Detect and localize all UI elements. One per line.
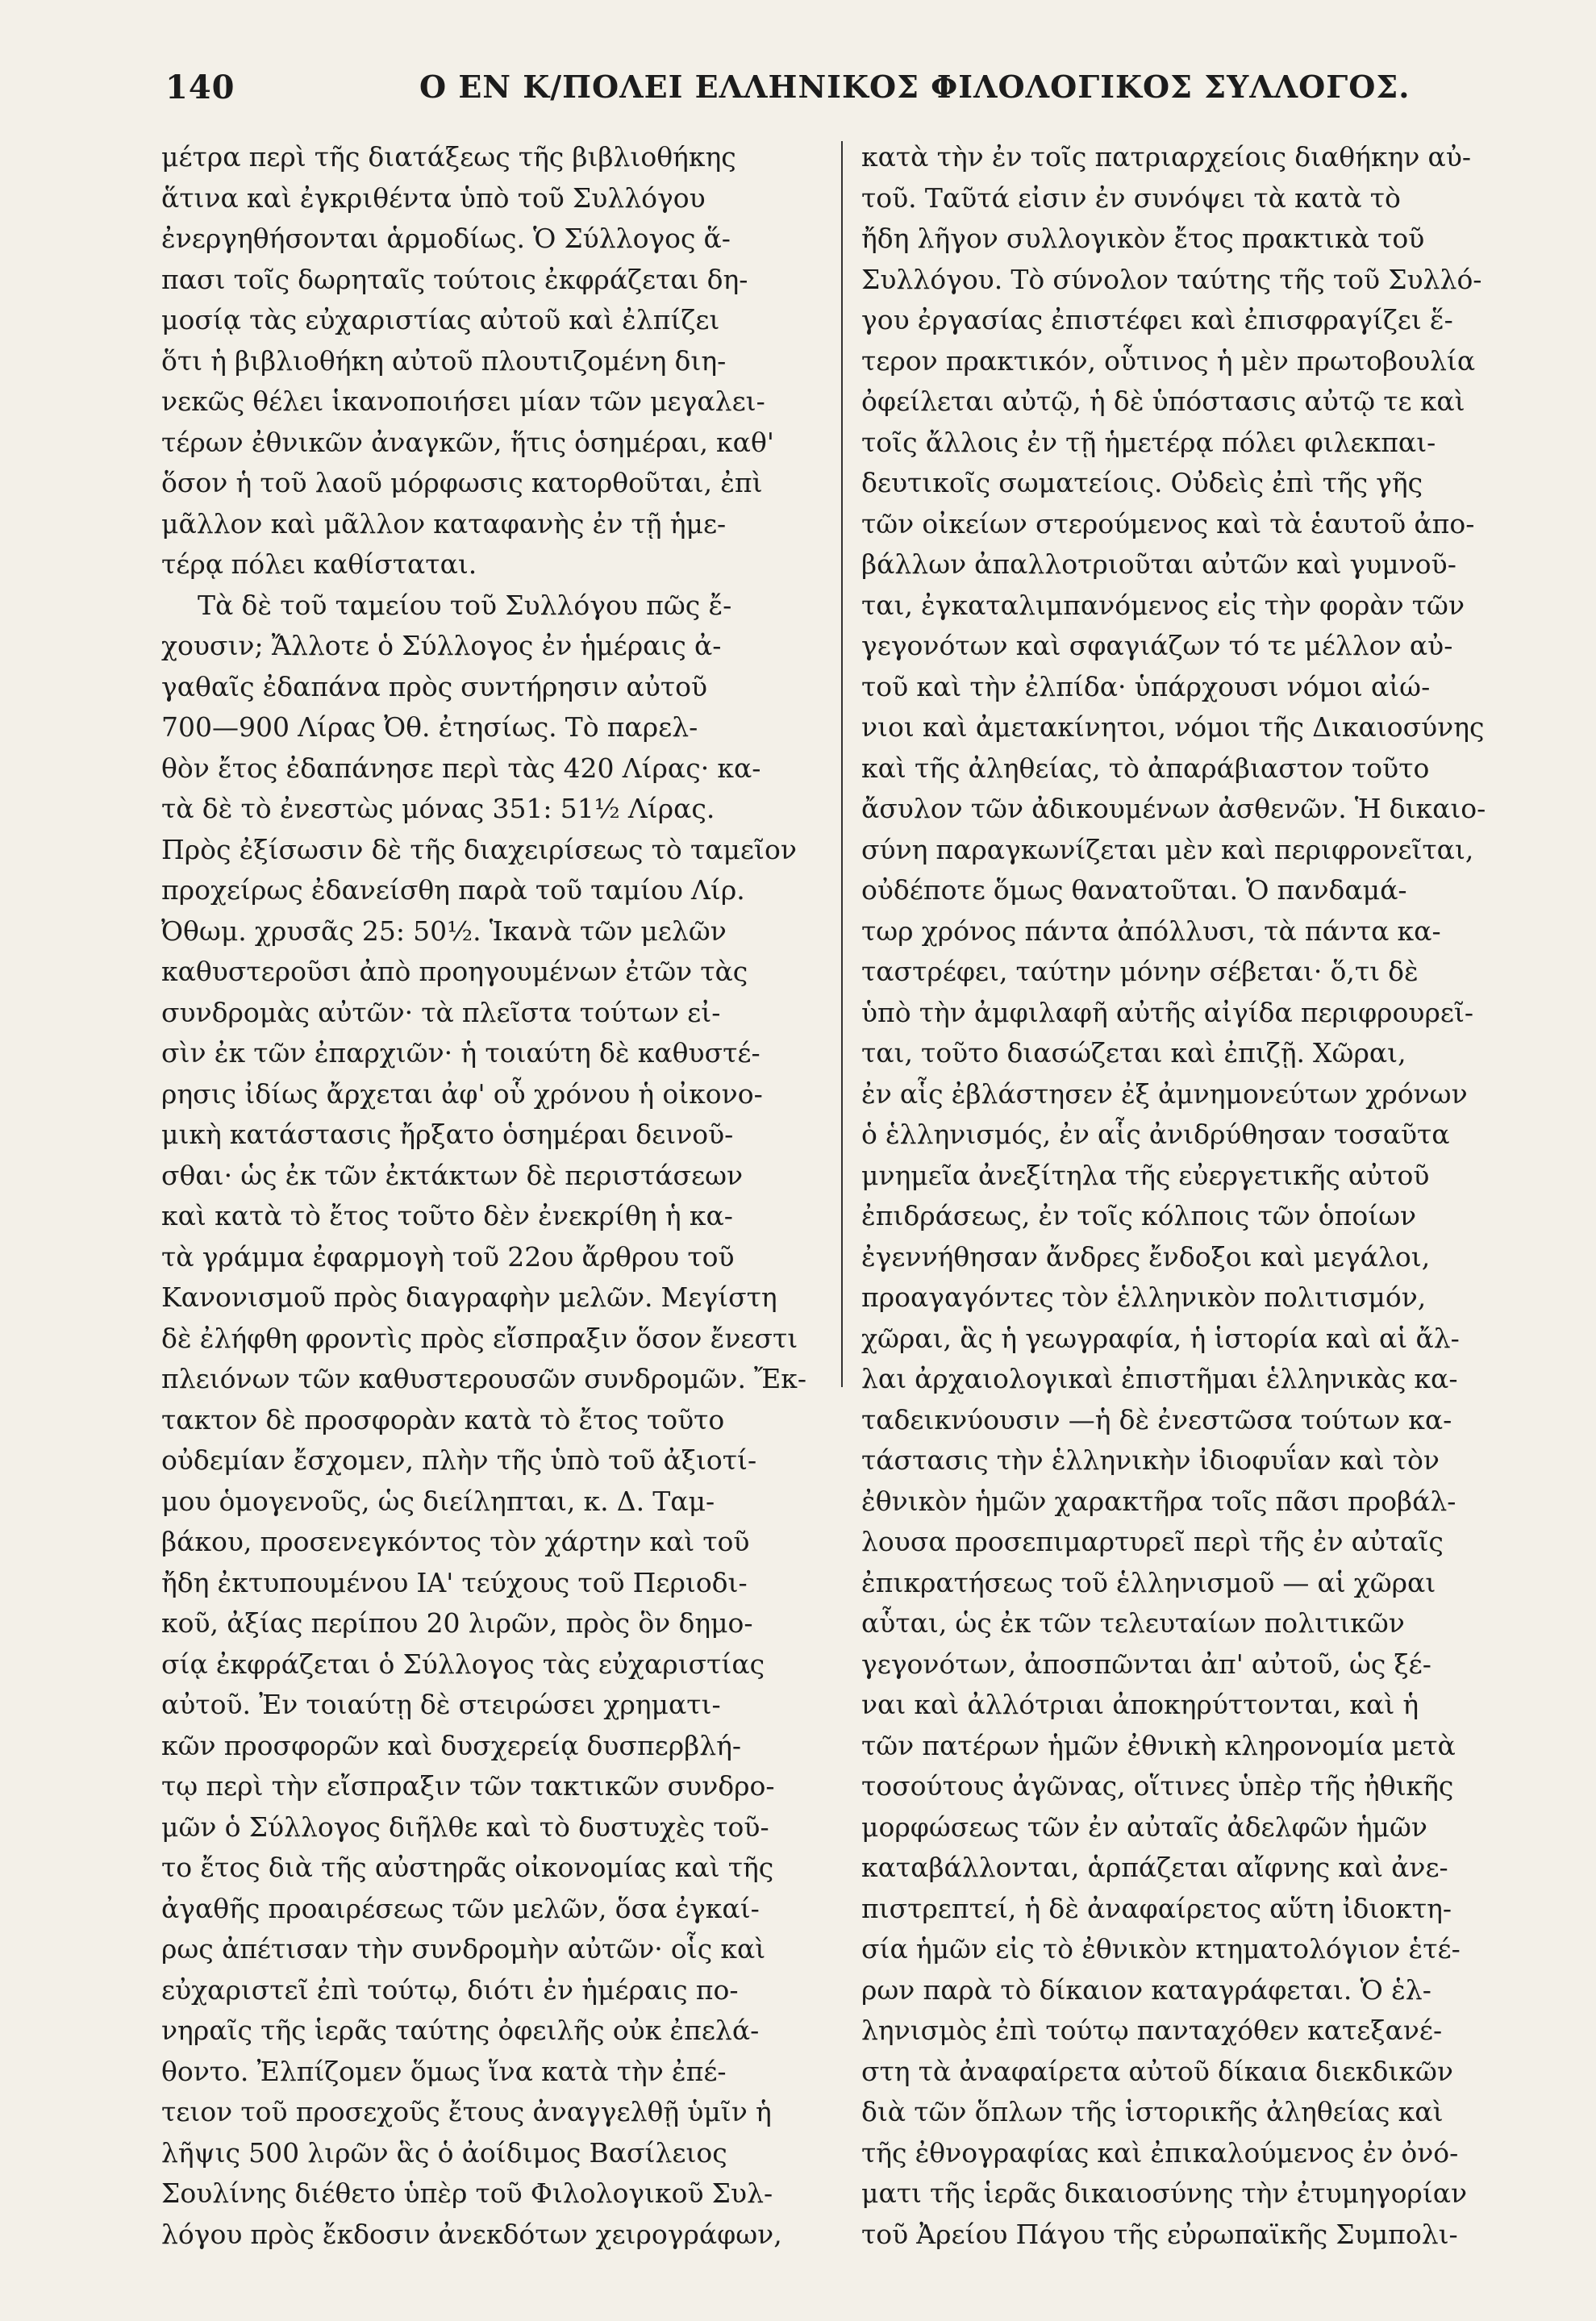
text-line: Πρὸς ἐξίσωσιν δὲ τῆς διαχειρίσεως τὸ ταμεῖον [161, 833, 797, 865]
text-line: τῶν οἰκείων στερούμενος καὶ τὰ ἑαυτοῦ ἀπο- [861, 507, 1475, 540]
text-line: λόγου πρὸς ἔκδοσιν ἀνεκδότων χειρογράφων, [161, 2218, 782, 2250]
text-line: βάλλων ἀπαλλοτριοῦται αὐτῶν καὶ γυμνοῦ- [861, 548, 1456, 580]
text-line: τερον πρακτικόν, οὗτινος ἡ μὲν πρωτοβουλία [861, 344, 1476, 377]
text-line: χῶραι, ἃς ἡ γεωγραφία, ἡ ἱστορία καὶ αἱ ἄλ- [861, 1322, 1460, 1354]
text-line: ρησις ἰδίως ἄρχεται ἀφ' οὗ χρόνου ἡ οἰκονο- [161, 1077, 763, 1110]
text-line: τῶν πατέρων ἡμῶν ἐθνικὴ κληρονομία μετὰ [861, 1729, 1456, 1761]
text-line: ἐθνικὸν ἡμῶν χαρακτῆρα τοῖς πᾶσι προβάλ- [861, 1485, 1456, 1517]
text-line: ται, τοῦτο διασώζεται καὶ ἐπιζῇ. Χῶραι, [861, 1037, 1406, 1069]
text-line: δευτικοῖς σωματείοις. Οὐδεὶς ἐπὶ τῆς γῆς [861, 467, 1423, 498]
text-line: χουσιν; Ἄλλοτε ὁ Σύλλογος ἐν ἡμέραις ἀ- [161, 630, 722, 661]
text-line: γαθαῖς ἐδαπάνα πρὸς συντήρησιν αὐτοῦ [161, 670, 708, 702]
text-line: ὅσον ἡ τοῦ λαοῦ μόρφωσις κατορθοῦται, ἐπὶ [161, 467, 763, 498]
text-line: αὗται, ὡς ἐκ τῶν τελευταίων πολιτικῶν [861, 1607, 1405, 1639]
text-line: νεκῶς θέλει ἱκανοποιήσει μίαν τῶν μεγαλει- [161, 385, 765, 417]
text-line: ρων παρὰ τὸ δίκαιον καταγράφεται. Ὁ ἑλ- [861, 1973, 1431, 2006]
text-line: μῶν ὁ Σύλλογος διῆλθε καὶ τὸ δυστυχὲς τοῦ- [161, 1811, 769, 1843]
text-line: εὐχαριστεῖ ἐπὶ τούτῳ, διότι ἐν ἡμέραις πο- [161, 1973, 739, 2006]
text-line: πασι τοῖς δωρηταῖς τούτοις ἐκφράζεται δη- [161, 263, 748, 295]
text-line: θὸν ἔτος ἐδαπάνησε περὶ τὰς 420 Λίρας· κα- [161, 752, 761, 784]
text-line: μᾶλλον καὶ μᾶλλον καταφανὴς ἐν τῇ ἡμε- [161, 507, 727, 540]
text-line: ρως ἀπέτισαν τὴν συνδρομὴν αὐτῶν· οἷς καὶ [161, 1933, 766, 1965]
text-line: ὑπὸ τὴν ἀμφιλαφῆ αὐτῆς αἰγίδα περιφρουρεῖ- [861, 996, 1474, 1028]
text-line: 700—900 Λίρας Ὀθ. ἐτησίως. Τὸ παρελ- [161, 711, 698, 743]
text-line: αὐτοῦ. Ἐν τοιαύτῃ δὲ στειρώσει χρηματι- [161, 1689, 721, 1720]
text-line: ἤδη λῆγον συλλογικὸν ἔτος πρακτικὰ τοῦ [861, 223, 1425, 254]
text-line: Σουλίνης διέθετο ὑπὲρ τοῦ Φιλολογικοῦ Συλ- [161, 2177, 773, 2209]
text-line: μέτρα περὶ τῆς διατάξεως τῆς βιβλιοθήκης [161, 141, 736, 173]
text-line: καταβάλλονται, ἁρπάζεται αἴφνης καὶ ἀνε- [861, 1852, 1448, 1883]
text-line: ναι καὶ ἀλλότριαι ἀποκηρύττονται, καὶ ἡ [861, 1689, 1419, 1720]
running-title: Ο ΕΝ Κ/ΠΟΛΕΙ ΕΛΛΗΝΙΚΟΣ ΦΙΛΟΛΟΓΙΚΟΣ ΣΥΛΛΟΓΟΣ. [419, 69, 1411, 105]
text-line: σίᾳ ἐκφράζεται ὁ Σύλλογος τὰς εὐχαριστίας [161, 1648, 765, 1680]
text-line: λουσα προσεπιμαρτυρεῖ περὶ τῆς ἐν αὐταῖς [861, 1526, 1444, 1557]
text-line: μνημεῖα ἀνεξίτηλα τῆς εὐεργετικῆς αὐτοῦ [861, 1159, 1430, 1191]
text-line: σὶν ἐκ τῶν ἐπαρχιῶν· ἡ τοιαύτη δὲ καθυστέ- [161, 1037, 760, 1069]
text-line: τέρᾳ πόλει καθίσταται. [161, 548, 477, 580]
text-line: τειον τοῦ προσεχοῦς ἔτους ἀναγγελθῇ ὑμῖν ἡ [161, 2096, 772, 2127]
text-line: σία ἡμῶν εἰς τὸ ἐθνικὸν κτηματολόγιον ἑτέ- [861, 1933, 1461, 1965]
text-line: ἐγεννήθησαν ἄνδρες ἔνδοξοι καὶ μεγάλοι, [861, 1240, 1431, 1273]
left-text-column [161, 137, 823, 2258]
text-line: ἀγαθῆς προαιρέσεως τῶν μελῶν, ὅσα ἐγκαί- [161, 1892, 760, 1924]
text-line: καθυστεροῦσι ἀπὸ προηγουμένων ἐτῶν τὰς [161, 956, 748, 987]
text-line: τοῦ. Ταῦτά εἰσιν ἐν συνόψει τὰ κατὰ τὸ [861, 181, 1401, 214]
text-line: οὐδέποτε ὅμως θανατοῦται. Ὁ πανδαμά- [861, 874, 1407, 906]
text-line: μου ὁμογενοῦς, ὡς διείληπται, κ. Δ. Ταμ- [161, 1485, 715, 1517]
text-line: τοσούτους ἀγῶνας, οἵτινες ὑπὲρ τῆς ἠθικῆς [861, 1770, 1454, 1802]
text-line: ἐπικρατήσεως τοῦ ἑλληνισμοῦ — αἱ χῶραι [861, 1566, 1436, 1598]
text-line: γεγονότων καὶ σφαγιάζων τό τε μέλλον αὐ- [861, 630, 1453, 661]
page-number: 140 [165, 69, 235, 106]
text-line: κῶν προσφορῶν καὶ δυσχερείᾳ δυσπερβλή- [161, 1729, 742, 1761]
text-line: τὰ δὲ τὸ ἐνεστὼς μόνας 351: 51½ Λίρας. [161, 793, 715, 824]
text-line: καὶ κατὰ τὸ ἔτος τοῦτο δὲν ἐνεκρίθη ἡ κα- [161, 1200, 733, 1231]
text-line: συνδρομὰς αὐτῶν· τὰ πλεῖστα τούτων εἰ- [161, 996, 721, 1028]
text-line: κατὰ τὴν ἐν τοῖς πατριαρχείοις διαθήκην αὐ- [861, 141, 1472, 173]
text-line: κοῦ, ἀξίας περίπου 20 λιρῶν, πρὸς ὃν δημο- [161, 1607, 753, 1639]
text-line: ἐν αἷς ἐβλάστησεν ἐξ ἀμνημονεύτων χρόνων [861, 1077, 1468, 1110]
text-line: προχείρως ἐδανείσθη παρὰ τοῦ ταμίου Λίρ. [161, 874, 745, 906]
text-line: στη τὰ ἀναφαίρετα αὐτοῦ δίκαια διεκδικῶν [861, 2055, 1453, 2087]
text-line: τοῦ Ἀρείου Πάγου τῆς εὐρωπαϊκῆς Συμπολι- [861, 2218, 1458, 2250]
text-line: τωρ χρόνος πάντα ἀπόλλυσι, τὰ πάντα κα- [861, 915, 1441, 947]
text-line: νιοι καὶ ἀμετακίνητοι, νόμοι τῆς Δικαιοσύνης [861, 711, 1485, 743]
text-line: τοῦ καὶ τὴν ἐλπίδα· ὑπάρχουσι νόμοι αἰώ- [861, 670, 1431, 702]
text-line: βάκου, προσενεγκόντος τὸν χάρτην καὶ τοῦ [161, 1526, 750, 1557]
text-line: προαγαγόντες τὸν ἑλληνικὸν πολιτισμόν, [861, 1281, 1427, 1313]
text-line: ματι τῆς ἱερᾶς δικαιοσύνης τὴν ἐτυμηγορίαν [861, 2177, 1468, 2209]
text-line: μορφώσεως τῶν ἐν αὐταῖς ἀδελφῶν ἡμῶν [861, 1811, 1427, 1843]
text-line: λῆψις 500 λιρῶν ἃς ὁ ἀοίδιμος Βασίλειος [161, 2136, 727, 2169]
text-line: τακτον δὲ προσφορὰν κατὰ τὸ ἔτος τοῦτο [161, 1403, 725, 1436]
text-line: ἐπιδράσεως, ἐν τοῖς κόλποις τῶν ὁποίων [861, 1200, 1417, 1231]
text-line: ται, ἐγκαταλιμπανόμενος εἰς τὴν φορὰν τῶν [861, 589, 1465, 621]
text-line: διὰ τῶν ὅπλων τῆς ἱστορικῆς ἀληθείας καὶ [861, 2096, 1444, 2127]
text-line: Κανονισμοῦ πρὸς διαγραφὴν μελῶν. Μεγίστη [161, 1281, 777, 1313]
text-line: τοῖς ἄλλοις ἐν τῇ ἡμετέρᾳ πόλει φιλεκπαι- [861, 426, 1436, 458]
text-line: ἄσυλον τῶν ἀδικουμένων ἀσθενῶν. Ἡ δικαιο- [861, 793, 1486, 824]
text-line: λαι ἀρχαιολογικαὶ ἐπιστῆμαι ἑλληνικὰς κα- [861, 1363, 1458, 1394]
text-line: ὅτι ἡ βιβλιοθήκη αὐτοῦ πλουτιζομένη διη- [161, 344, 727, 377]
text-line: Συλλόγου. Τὸ σύνολον ταύτης τῆς τοῦ Συλλό- [861, 263, 1482, 295]
text-line: ἤδη ἐκτυπουμένου ΙΑ' τεύχους τοῦ Περιοδι- [161, 1566, 748, 1598]
text-line: οὐδεμίαν ἔσχομεν, πλὴν τῆς ὑπὸ τοῦ ἀξιοτί- [161, 1444, 757, 1476]
text-line: Ὀθωμ. χρυσᾶς 25: 50½. Ἱκανὰ τῶν μελῶν [161, 915, 727, 947]
text-line: μοσίᾳ τὰς εὐχαριστίας αὐτοῦ καὶ ἐλπίζει [161, 304, 720, 335]
text-line: Τὰ δὲ τοῦ ταμείου τοῦ Συλλόγου πῶς ἔ- [198, 589, 732, 621]
text-line: ταστρέφει, ταύτην μόνην σέβεται· ὅ,τι δὲ [861, 956, 1419, 987]
text-line: τέρων ἐθνικῶν ἀναγκῶν, ἥτις ὁσημέραι, καθ' [161, 426, 774, 458]
text-line: μικὴ κατάστασις ἤρξατο ὁσημέραι δεινοῦ- [161, 1119, 734, 1150]
text-line: ταδεικνύουσιν —ἡ δὲ ἐνεστῶσα τούτων κα- [861, 1403, 1452, 1436]
text-line: πλειόνων τῶν καθυστερουσῶν συνδρομῶν. Ἔκ- [161, 1363, 807, 1394]
text-line: τάστασις τὴν ἑλληνικὴν ἰδιοφυΐαν καὶ τὸν [861, 1444, 1440, 1476]
text-line: σύνη παραγκωνίζεται μὲν καὶ περιφρονεῖται, [861, 833, 1474, 865]
text-line: καὶ τῆς ἀληθείας, τὸ ἀπαράβιαστον τοῦτο [861, 752, 1430, 784]
text-line: ἅτινα καὶ ἐγκριθέντα ὑπὸ τοῦ Συλλόγου [161, 181, 706, 214]
text-line: θοντο. Ἐλπίζομεν ὅμως ἵνα κατὰ τὴν ἐπέ- [161, 2055, 727, 2087]
text-line: ἐνεργηθήσονται ἁρμοδίως. Ὁ Σύλλογος ἅ- [161, 223, 731, 254]
text-line: τῆς ἐθνογραφίας καὶ ἐπικαλούμενος ἐν ὀνό- [861, 2136, 1459, 2169]
text-line: ὀφείλεται αὐτῷ, ἡ δὲ ὑπόστασις αὐτῷ τε καὶ [861, 385, 1465, 417]
page-header [0, 0, 1596, 113]
text-line: πιστρεπτεί, ἡ δὲ ἀναφαίρετος αὕτη ἰδιοκτη- [861, 1892, 1452, 1924]
column-divider [841, 141, 843, 1387]
text-line: δὲ ἐλήφθη φροντὶς πρὸς εἴσπραξιν ὅσον ἔνεστι [161, 1322, 798, 1354]
text-line: νηραῖς τῆς ἱερᾶς ταύτης ὀφειλῆς οὐκ ἐπελά- [161, 2015, 760, 2046]
text-line: τὰ γράμμα ἐφαρμογὴ τοῦ 22ου ἄρθρου τοῦ [161, 1240, 735, 1273]
text-line: το ἔτος διὰ τῆς αὐστηρᾶς οἰκονομίας καὶ τῆς [161, 1852, 774, 1883]
text-line: γου ἐργασίας ἐπιστέφει καὶ ἐπισφραγίζει ἕ- [861, 304, 1453, 335]
text-line: ληνισμὸς ἐπὶ τούτῳ πανταχόθεν κατεξανέ- [861, 2015, 1443, 2046]
right-text-column [861, 137, 1531, 2258]
text-line: τῳ περὶ τὴν εἴσπραξιν τῶν τακτικῶν συνδρο- [161, 1770, 775, 1802]
text-line: γεγονότων, ἀποσπῶνται ἀπ' αὐτοῦ, ὡς ξέ- [861, 1648, 1431, 1680]
text-line: ὁ ἑλληνισμός, ἐν αἷς ἀνιδρύθησαν τοσαῦτα [861, 1119, 1450, 1150]
text-line: σθαι· ὡς ἐκ τῶν ἐκτάκτων δὲ περιστάσεων [161, 1159, 744, 1191]
